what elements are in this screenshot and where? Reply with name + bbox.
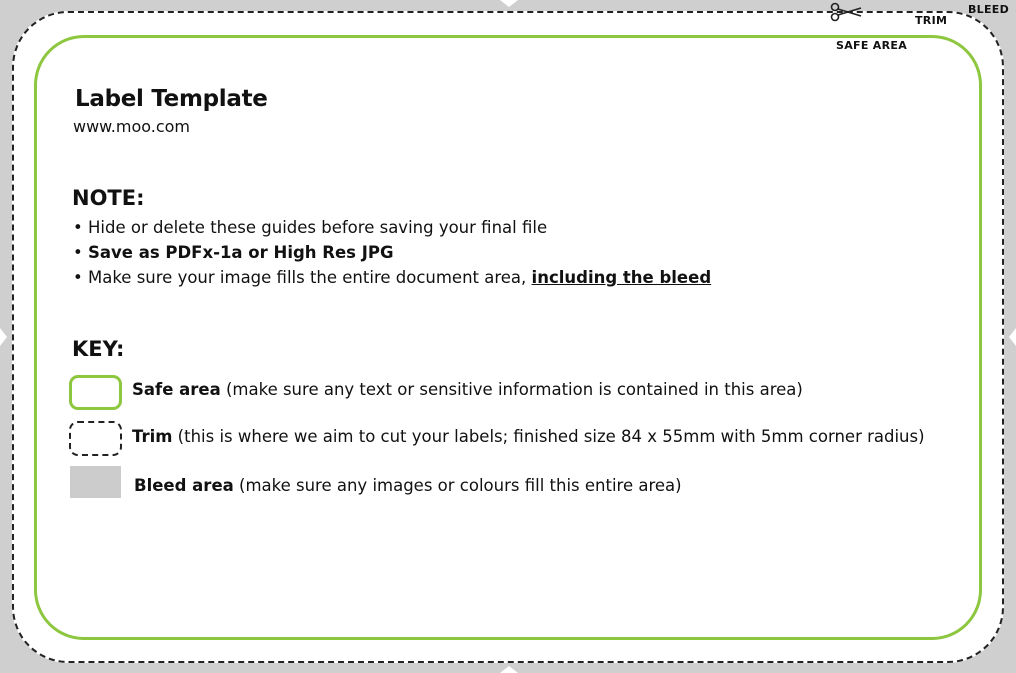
key-term: Bleed area [134, 476, 234, 495]
key-item-trim [132, 427, 925, 446]
bottom-center-marker [500, 666, 518, 673]
key-term: Safe area [132, 380, 221, 399]
right-center-marker [1009, 328, 1016, 346]
safe-area-label: SAFE AREA [836, 39, 908, 52]
note-item-save-format [73, 243, 394, 262]
left-center-marker [0, 328, 7, 346]
note-text: Save as PDFx-1a or High Res JPG [87, 243, 394, 262]
note-text: Hide or delete these guides before saving your final file [87, 218, 548, 237]
safe-area-swatch [69, 375, 122, 410]
key-item-safe-area [132, 380, 803, 399]
key-item-bleed-area [134, 476, 682, 495]
bullet: • [73, 218, 83, 237]
trim-label: TRIM [915, 14, 948, 27]
key-description: (this is where we aim to cut your labels; finished size 84 x 55mm with 5mm corner radius) [172, 427, 925, 446]
key-description: (make sure any text or sensitive information is contained in this area) [220, 380, 803, 399]
bleed-area-swatch [70, 466, 121, 498]
note-emphasis: including the bleed [531, 268, 712, 287]
page-title: Label Template [75, 86, 268, 112]
key-term: Trim [132, 427, 173, 446]
bullet: • [73, 243, 83, 262]
note-item-fill-bleed [73, 268, 711, 287]
note-item-hide-guides [73, 218, 547, 237]
note-heading: NOTE: [72, 186, 145, 210]
scissors-icon [829, 1, 863, 23]
bleed-label: BLEED [968, 3, 1010, 16]
note-text: Make sure your image fills the entire document area, [87, 268, 532, 287]
bullet: • [73, 268, 83, 287]
key-heading: KEY: [72, 337, 125, 361]
website-url: www.moo.com [73, 117, 191, 136]
trim-swatch [69, 421, 122, 456]
key-description: (make sure any images or colours fill this entire area) [233, 476, 682, 495]
top-center-marker [500, 0, 518, 7]
